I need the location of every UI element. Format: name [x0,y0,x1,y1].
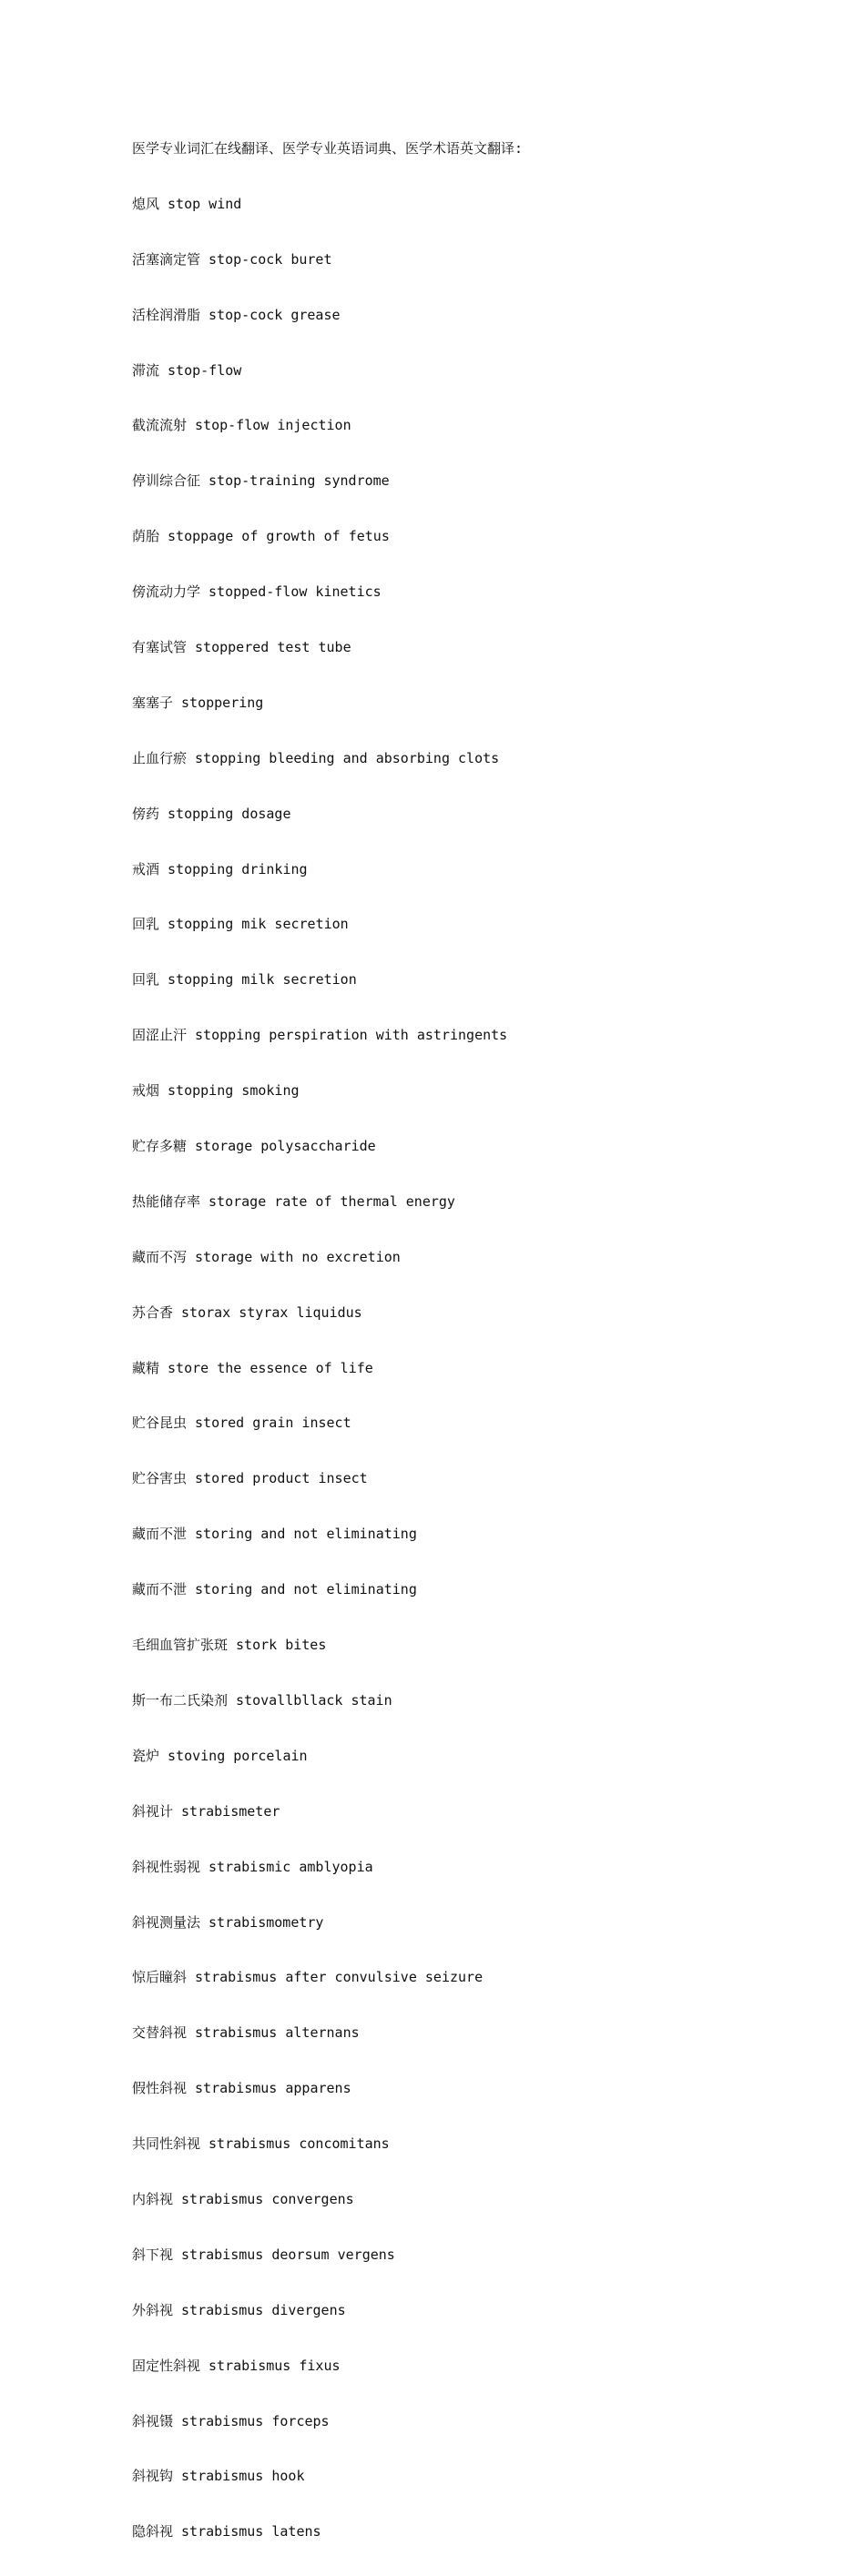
glossary-entry: 回乳 stopping mik secretion [132,916,349,933]
glossary-entry: 戒酒 stopping drinking [132,860,308,877]
glossary-entry: 截流流射 stop-flow injection [132,417,351,434]
glossary-entry: 固涩止汗 stopping perspiration with astringents [132,1027,508,1044]
glossary-entry: 斜视计 strabismeter [132,1802,280,1820]
glossary-entry: 惊后瞳斜 strabismus after convulsive seizure [132,1969,483,1986]
glossary-entry: 热能储存率 storage rate of thermal energy [132,1192,455,1210]
glossary-entry: 有塞试管 stoppered test tube [132,639,351,656]
glossary-entry: 停训综合征 stop-training syndrome [132,472,390,490]
glossary-entry: 斜视性弱视 strabismic amblyopia [132,1858,373,1875]
glossary-entry: 荫胎 stoppage of growth of fetus [132,528,390,545]
glossary-entry: 外斜视 strabismus divergens [132,2301,346,2318]
glossary-entry: 斜视测量法 strabismometry [132,1913,324,1931]
glossary-entry: 塞塞子 stoppering [132,694,264,711]
glossary-entry: 活塞滴定管 stop-cock buret [132,250,332,268]
glossary-entry: 毛细血管扩张斑 stork bites [132,1637,327,1654]
glossary-entry: 贮谷害虫 stored product insect [132,1470,368,1487]
glossary-entry: 斯一布二氏染剂 stovallbllack stain [132,1691,392,1709]
glossary-entry: 共同性斜视 strabismus concomitans [132,2135,390,2153]
glossary-entry: 藏而不泄 storing and not eliminating [132,1581,417,1598]
glossary-entry: 贮存多糖 storage polysaccharide [132,1138,376,1155]
glossary-entry: 假性斜视 strabismus apparens [132,2080,351,2097]
glossary-entry: 贮谷昆虫 stored grain insect [132,1415,351,1432]
glossary-entry: 戒烟 stopping smoking [132,1082,300,1100]
document-heading: 医学专业词汇在线翻译、医学专业英语词典、医学术语英文翻译: [132,140,524,157]
glossary-entry: 熄风 stop wind [132,195,242,212]
glossary-entry: 傍流动力学 stopped-flow kinetics [132,583,382,601]
glossary-entry: 斜视镊 strabismus forceps [132,2412,330,2429]
glossary-entry: 活栓润滑脂 stop-cock grease [132,306,341,323]
glossary-entry: 瓷炉 stoving porcelain [132,1747,308,1764]
glossary-entry: 苏合香 storax styrax liquidus [132,1303,362,1321]
glossary-entry: 傍药 stopping dosage [132,805,291,822]
glossary-entry: 斜下视 strabismus deorsum vergens [132,2246,395,2263]
glossary-entry: 藏而不泻 storage with no excretion [132,1248,401,1265]
glossary-entry: 固定性斜视 strabismus fixus [132,2357,341,2374]
document-body [132,105,824,2576]
glossary-entry: 滞流 stop-flow [132,361,242,379]
glossary-entry: 回乳 stopping milk secretion [132,971,357,989]
glossary-entry: 藏精 store the essence of life [132,1359,373,1376]
glossary-entry: 隐斜视 strabismus latens [132,2523,321,2541]
glossary-entry: 交替斜视 strabismus alternans [132,2024,360,2042]
glossary-entry: 内斜视 strabismus convergens [132,2190,354,2207]
glossary-entry: 斜视钩 strabismus hook [132,2468,305,2485]
glossary-entry: 止血行瘀 stopping bleeding and absorbing clots [132,749,500,766]
glossary-entry: 藏而不泄 storing and not eliminating [132,1526,417,1543]
